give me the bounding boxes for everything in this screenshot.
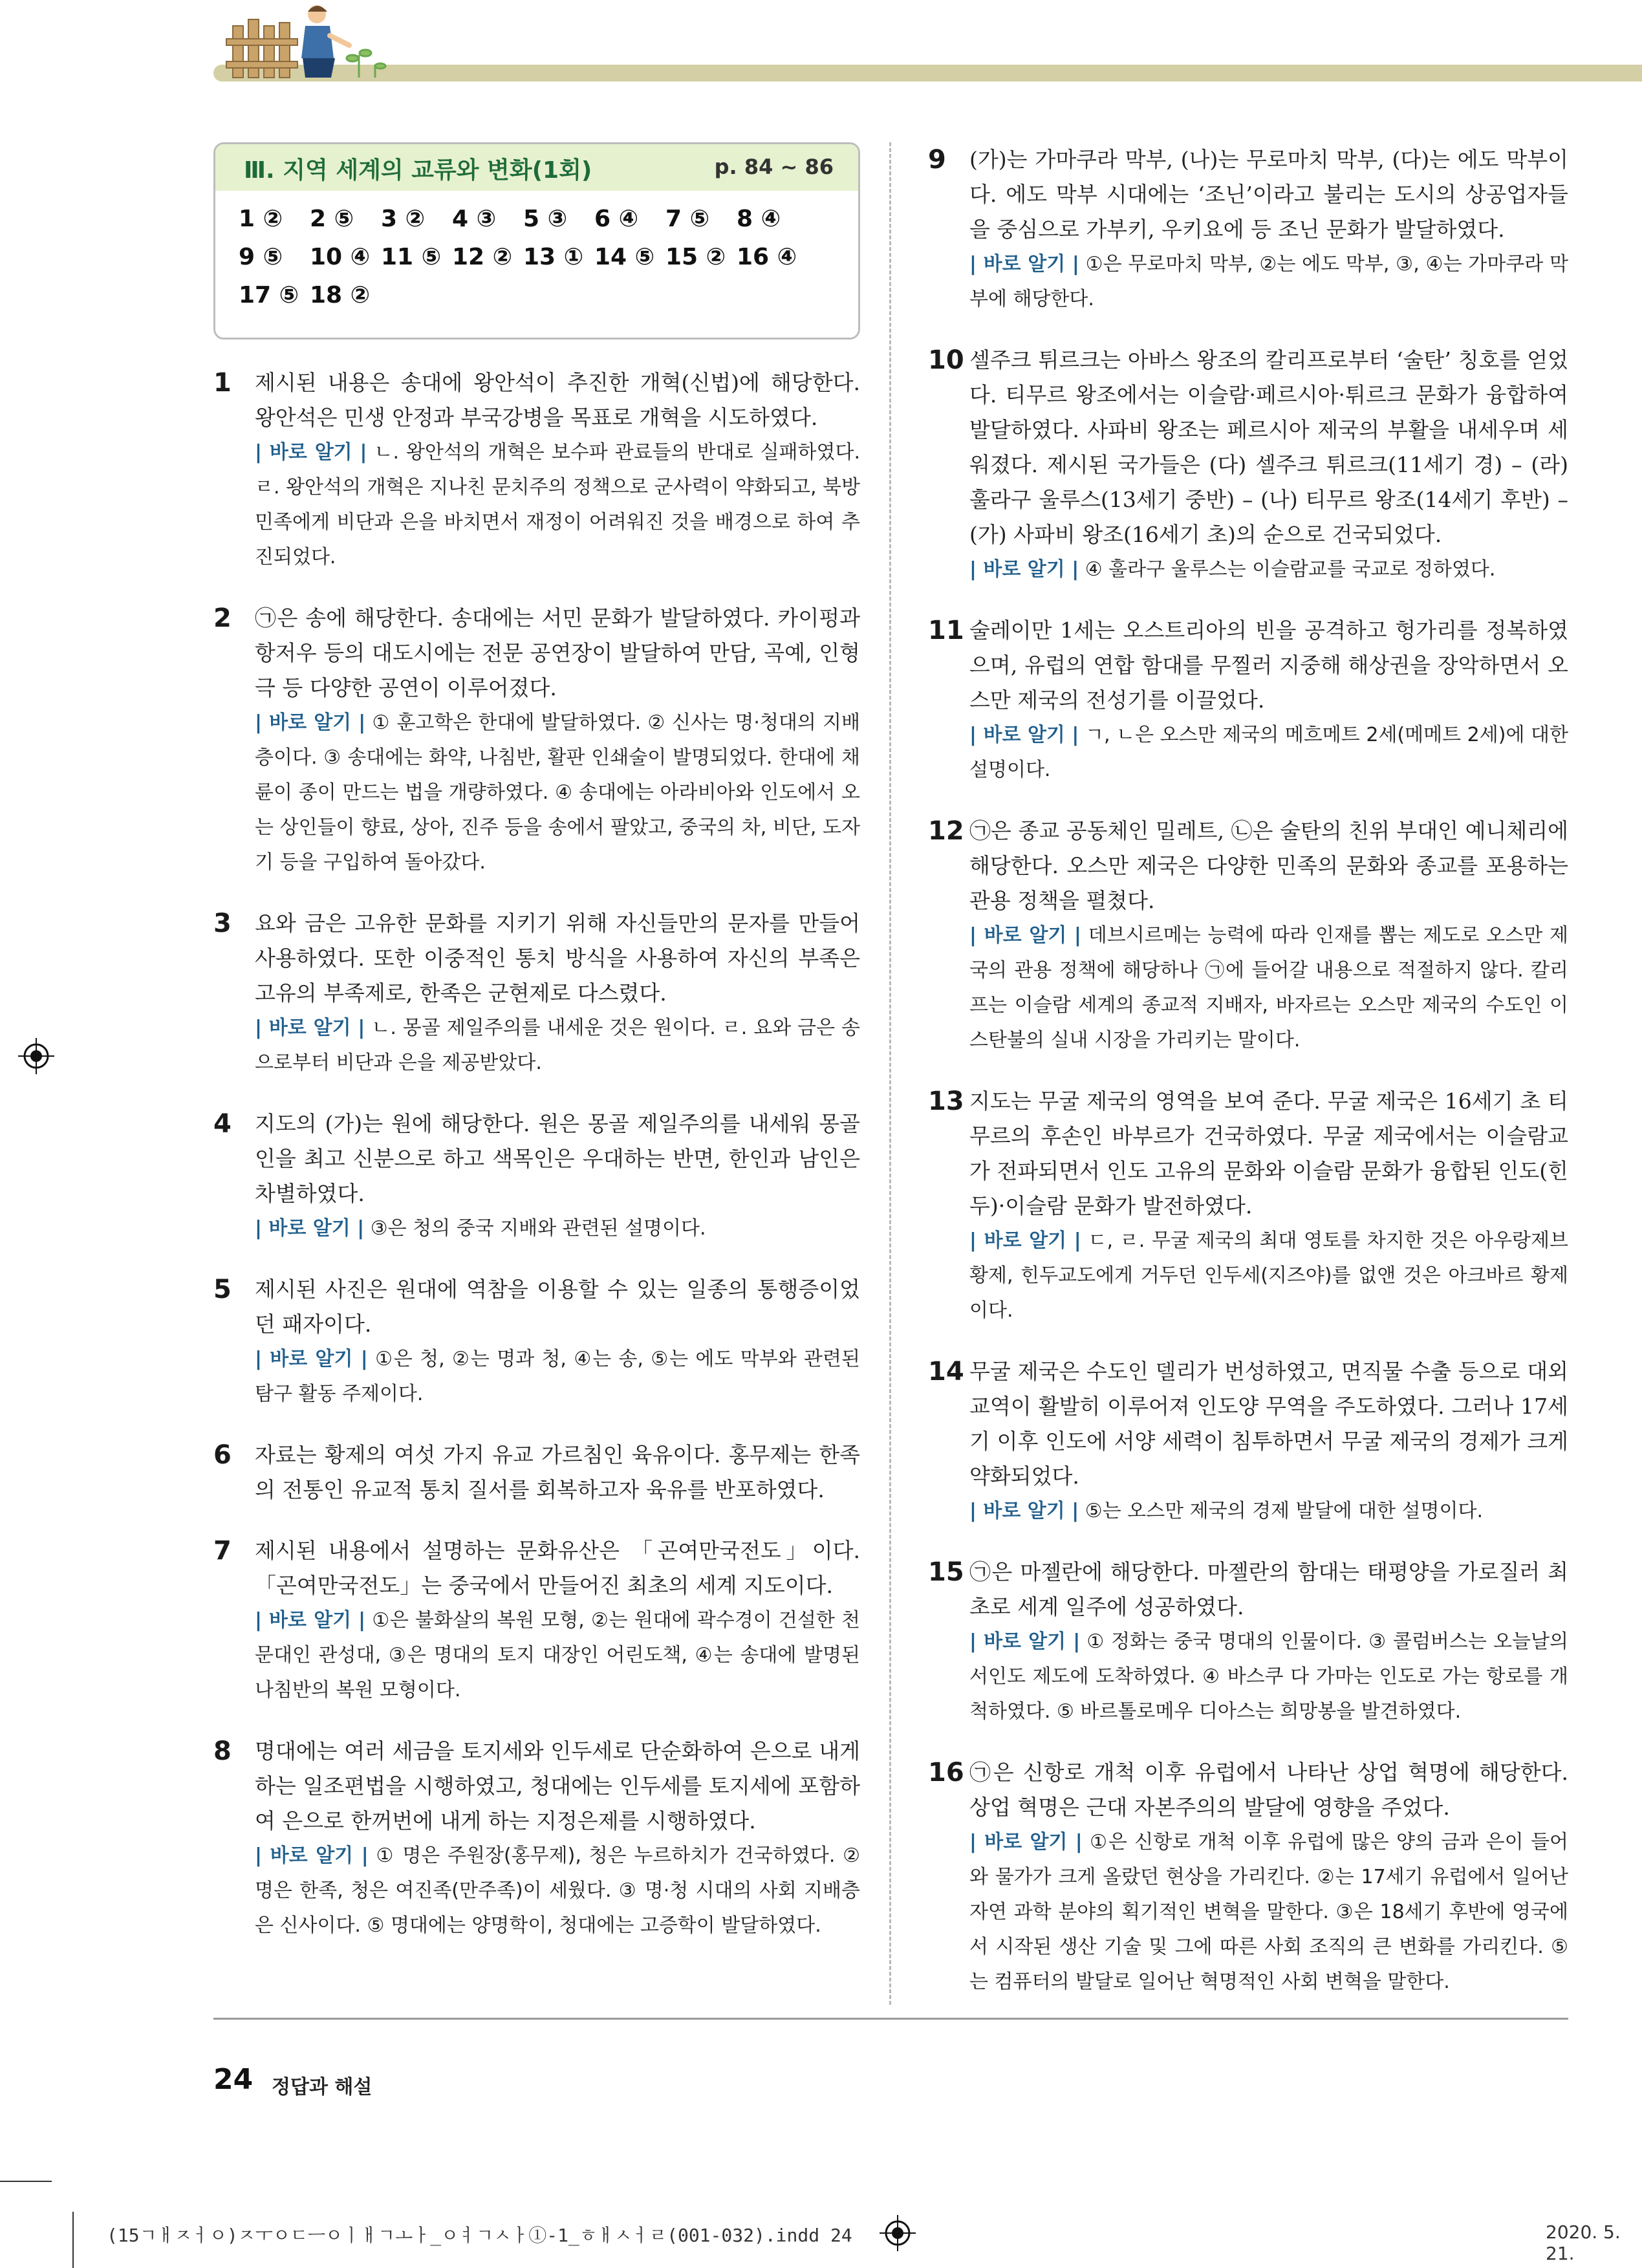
item-explanation: 지도는 무굴 제국의 영역을 보여 준다. 무굴 제국은 16세기 초 티무르의 후손인 바부르가 건국하였다. 무굴 제국에서는 이슬람교가 전파되면서 인도 고유의 문화와 이슬람 문화가 융합된 인도(힌두)·이슬람 문화가 발전하였다.: [969, 1088, 1568, 1218]
note-label: | 바로 알기 |: [255, 1017, 365, 1039]
note-text: ① 명은 주원장(홍무제), 청은 누르하치가 건국하였다. ② 명은 한족, 청은 여진족(만주족)이 세웠다. ③ 명·청 시대의 사회 지배층은 신사이다. ⑤ 명대에는 양명학이, 청대에는 고증학이 발달하였다.: [255, 1844, 860, 1937]
explanation-item: [213, 1272, 860, 1412]
note-label: | 바로 알기 |: [969, 724, 1079, 746]
item-explanation: 술레이만 1세는 오스트리아의 빈을 공격하고 헝가리를 정복하였으며, 유럽의 연합 함대를 무찔러 지중해 해상권을 장악하면서 오스만 제국의 전성기를 이끌었다.: [969, 618, 1568, 713]
item-note: [969, 552, 1568, 587]
note-label: | 바로 알기 |: [969, 1500, 1079, 1522]
explanation-item: [213, 906, 860, 1081]
item-note: [969, 718, 1568, 788]
item-number: 4: [213, 1109, 232, 1139]
item-explanation: 셀주크 튀르크는 아바스 왕조의 칼리프로부터 ‘술탄’ 칭호를 얻었다. 티무르 왕조에서는 이슬람·페르시아·튀르크 문화가 융합하여 발달하였다. 사파비 왕조는 페르시아 제국의 부활을 내세우며 세워졌다. 제시된 국가들은 (다) 셀주크 튀르크(11세기 경) – (라) 훌라구 울루스(13세기 중반) – (나) 티무르 왕조(14세기 후반) – (가) 사파비 왕조(16세기 초)의 순으로 건국되었다.: [969, 347, 1568, 547]
answer-item: 8 ④: [737, 206, 781, 232]
item-explanation: ㉠은 신항로 개척 이후 유럽에서 나타난 상업 혁명에 해당한다. 상업 혁명은 근대 자본주의의 발달에 영향을 주었다.: [969, 1760, 1568, 1820]
item-number: 13: [928, 1086, 964, 1116]
answer-item: 4 ③: [452, 206, 497, 232]
note-label: | 바로 알기 |: [969, 1229, 1081, 1252]
answer-item: 2 ⑤: [310, 206, 354, 232]
footer-rule: [213, 2018, 1568, 2020]
item-explanation: ㉠은 송에 해당한다. 송대에는 서민 문화가 발달하였다. 카이펑과 항저우 등의 대도시에는 전문 공연장이 발달하여 만담, 곡예, 인형극 등 다양한 공연이 이루어졌다.: [255, 605, 860, 700]
item-note: [969, 1494, 1568, 1529]
item-note: [969, 1224, 1568, 1328]
registration-mark-icon: [18, 1038, 54, 1074]
item-explanation: 지도의 (가)는 원에 해당한다. 원은 몽골 제일주의를 내세워 몽골인을 최고 신분으로 하고 색목인은 우대하는 반면, 한인과 남인은 차별하였다.: [255, 1111, 860, 1206]
item-explanation: 자료는 황제의 여섯 가지 유교 가르침인 육유이다. 홍무제는 한족의 전통인 유교적 통치 질서를 회복하고자 육유를 반포하였다.: [255, 1442, 860, 1502]
explanation-item: [213, 1734, 860, 1943]
item-number: 9: [928, 145, 946, 175]
note-label: | 바로 알기 |: [255, 1348, 368, 1370]
item-explanation: (가)는 가마쿠라 막부, (나)는 무로마치 막부, (다)는 에도 막부이다. 에도 막부 시대에는 ‘조닌’이라고 불리는 도시의 상공업자들을 중심으로 가부키, 우키요에 등 조닌 문화가 발달하였다.: [969, 147, 1568, 242]
item-number: 5: [213, 1275, 232, 1304]
item-number: 8: [213, 1736, 232, 1766]
explanation-item: [928, 343, 1568, 587]
item-note: [255, 1211, 860, 1246]
note-text: ①은 청, ②는 명과 청, ④는 송, ⑤는 에도 막부와 관련된 탐구 활동 주제이다.: [255, 1348, 860, 1405]
note-label: | 바로 알기 |: [969, 558, 1079, 581]
answer-item: 1 ②: [239, 206, 283, 232]
answer-item: 3 ②: [381, 206, 426, 232]
note-text: ① 훈고학은 한대에 발달하였다. ② 신사는 명·청대의 지배층이다. ③ 송대에는 화약, 나침반, 활판 인쇄술이 발명되었다. 한대에 채륜이 종이 만드는 법을 개량하였다. ④ 송대에는 아라비아와 인도에서 오는 상인들이 향료, 상아, 진주 등을 송에서 팔았고, 중국의 차, 비단, 도자기 등을 구입하여 돌아갔다.: [255, 711, 860, 874]
note-label: | 바로 알기 |: [255, 441, 367, 464]
answer-grid: [239, 206, 834, 308]
item-number: 10: [928, 345, 964, 375]
gardener-with-fence-icon: [220, 0, 388, 83]
note-label: | 바로 알기 |: [969, 924, 1081, 947]
answer-item: 5 ③: [523, 206, 568, 232]
column-divider: [889, 142, 891, 2005]
file-info: (15ㄱㅐㅈㅓㅇ)ㅈㅜㅇㄷㅡㅇㅣㅐㄱㅗㅏ_ㅇㅕㄱㅅㅏ①-1_ㅎㅐㅅㅓㄹ(001-032).indd 24: [107, 2225, 852, 2246]
page-number: 24: [213, 2063, 254, 2096]
answer-key-header: [215, 144, 858, 191]
answer-item: 10 ④: [310, 244, 371, 270]
answer-item: 16 ④: [737, 244, 797, 270]
item-note: [969, 247, 1568, 317]
note-text: ㄴ. 몽골 제일주의를 내세운 것은 원이다. ㄹ. 요와 금은 송으로부터 비단과 은을 제공받았다.: [255, 1017, 860, 1074]
explanation-item: [213, 1438, 860, 1507]
item-number: 15: [928, 1557, 964, 1587]
header-bar: [213, 65, 1642, 81]
item-number: 12: [928, 816, 964, 846]
note-label: | 바로 알기 |: [255, 1217, 365, 1240]
answer-item: 14 ⑤: [594, 244, 655, 270]
answer-item: 18 ②: [310, 282, 371, 308]
item-note: [255, 1011, 860, 1081]
note-text: ③은 청의 중국 지배와 관련된 설명이다.: [370, 1217, 706, 1240]
item-number: 3: [213, 909, 232, 938]
answer-item: 6 ④: [594, 206, 639, 232]
item-note: [255, 706, 860, 880]
registration-mark-icon: [880, 2215, 916, 2251]
crop-mark: [72, 2212, 74, 2268]
answer-item: 11 ⑤: [381, 244, 442, 270]
item-number: 7: [213, 1536, 232, 1566]
item-number: 14: [928, 1357, 964, 1387]
item-number: 2: [213, 603, 232, 633]
item-explanation: 제시된 사진은 원대에 역참을 이용할 수 있는 일종의 통행증이었던 패자이다.: [255, 1277, 860, 1337]
item-explanation: 제시된 내용은 송대에 왕안석이 추진한 개혁(신법)에 해당한다. 왕안석은 민생 안정과 부국강병을 목표로 개혁을 시도하였다.: [255, 370, 860, 430]
note-label: | 바로 알기 |: [255, 1609, 366, 1632]
left-column: [213, 365, 860, 1969]
item-explanation: ㉠은 종교 공동체인 밀레트, ㉡은 술탄의 친위 부대인 예니체리에 해당한다. 오스만 제국은 다양한 민족의 문화와 종교를 포용하는 관용 정책을 펼쳤다.: [969, 818, 1568, 913]
item-explanation: 요와 금은 고유한 문화를 지키기 위해 자신들만의 문자를 만들어 사용하였다. 또한 이중적인 통치 방식을 사용하여 자신의 부족은 고유의 부족제로, 한족은 군현제로 다스렸다.: [255, 911, 860, 1006]
item-number: 11: [928, 616, 964, 645]
note-text: ㄷ, ㄹ. 무굴 제국의 최대 영토를 차지한 것은 아우랑제브 황제, 힌두교도에게 거두던 인두세(지즈야)를 없앤 것은 아크바르 황제이다.: [969, 1229, 1568, 1322]
explanation-item: [928, 142, 1568, 317]
page-label: 정답과 해설: [272, 2076, 373, 2099]
note-text: ①은 무로마치 막부, ②는 에도 막부, ③, ④는 가마쿠라 막부에 해당한다.: [969, 253, 1568, 310]
print-date: 2020. 5. 21.: [1546, 2221, 1621, 2264]
item-note: [255, 1603, 860, 1708]
answer-item: 12 ②: [452, 244, 513, 270]
note-text: ㄴ. 왕안석의 개혁은 보수파 관료들의 반대로 실패하였다. ㄹ. 왕안석의 개혁은 지나친 문치주의 정책으로 군사력이 약화되고, 북방 민족에게 비단과 은을 바치면서 재정이 어려워진 것을 배경으로 하여 추진되었다.: [255, 441, 860, 568]
explanation-item: [928, 1755, 1568, 2000]
explanation-item: [213, 1533, 860, 1708]
note-label: | 바로 알기 |: [255, 1844, 369, 1867]
section-pages: p. 84 ~ 86: [714, 155, 834, 179]
item-note: [969, 1825, 1568, 2000]
item-note: [969, 1625, 1568, 1729]
item-note: [255, 1342, 860, 1412]
explanation-item: [928, 613, 1568, 788]
note-label: | 바로 알기 |: [969, 1630, 1081, 1653]
explanation-item: [213, 1107, 860, 1246]
item-number: 6: [213, 1440, 232, 1470]
note-label: | 바로 알기 |: [969, 1831, 1083, 1853]
explanation-item: [928, 1555, 1568, 1729]
note-text: ④ 훌라구 울루스는 이슬람교를 국교로 정하였다.: [1085, 558, 1496, 581]
crop-mark: [0, 2181, 52, 2182]
answer-item: 9 ⑤: [239, 244, 283, 270]
explanation-item: [213, 365, 860, 575]
note-text: ①은 신항로 개척 이후 유럽에 많은 양의 금과 은이 들어와 물가가 크게 올랐던 현상을 가리킨다. ②는 17세기 유럽에서 일어난 자연 과학 분야의 획기적인 변혁을 말한다. ③은 18세기 후반에 영국에서 시작된 생산 기술 및 그에 따른 사회 조직의 큰 변화를 가리킨다. ⑤는 컴퓨터의 발달로 일어난 혁명적인 사회 변혁을 말한다.: [969, 1831, 1568, 1993]
note-text: ①은 불화살의 복원 모형, ②는 원대에 곽수경이 건설한 천문대인 관성대, ③은 명대의 토지 대장인 어린도책, ④는 송대에 발명된 나침반의 복원 모형이다.: [255, 1609, 860, 1701]
answer-item: 7 ⑤: [665, 206, 710, 232]
item-note: [969, 918, 1568, 1058]
note-text: 데브시르메는 능력에 따라 인재를 뽑는 제도로 오스만 제국의 관용 정책에 해당하나 ㉠에 들어갈 내용으로 적절하지 않다. 칼리프는 이슬람 세계의 종교적 지배자, 바자르는 오스만 제국의 수도인 이스탄불의 실내 시장을 가리키는 말이다.: [969, 924, 1568, 1052]
answer-item: 15 ②: [665, 244, 726, 270]
note-label: | 바로 알기 |: [255, 711, 366, 734]
answer-item: 13 ①: [523, 244, 584, 270]
note-text: ㄱ, ㄴ은 오스만 제국의 메흐메트 2세(메메트 2세)에 대한 설명이다.: [969, 724, 1569, 781]
item-note: [255, 1839, 860, 1943]
item-explanation: 제시된 내용에서 설명하는 문화유산은 「곤여만국전도」이다. 「곤여만국전도」는 중국에서 만들어진 최초의 세계 지도이다.: [255, 1538, 860, 1598]
item-note: [255, 435, 860, 575]
right-column: [928, 142, 1568, 2025]
explanation-item: [928, 814, 1568, 1058]
item-explanation: 무굴 제국은 수도인 델리가 번성하였고, 면직물 수출 등으로 대외 교역이 활발히 이루어져 인도양 무역을 주도하였다. 그러나 17세기 이후 인도에 서양 세력이 침투하면서 무굴 제국의 경제가 크게 약화되었다.: [969, 1359, 1568, 1489]
note-label: | 바로 알기 |: [969, 253, 1079, 275]
answer-key-box: [213, 142, 860, 340]
item-explanation: ㉠은 마젤란에 해당한다. 마젤란의 함대는 태평양을 가로질러 최초로 세계 일주에 성공하였다.: [969, 1559, 1568, 1619]
item-number: 1: [213, 368, 232, 398]
explanation-item: [213, 601, 860, 880]
note-text: ① 정화는 중국 명대의 인물이다. ③ 콜럼버스는 오늘날의 서인도 제도에 도착하였다. ④ 바스쿠 다 가마는 인도로 가는 항로를 개척하였다. ⑤ 바르톨로메우 디아스는 희망봉을 발견하였다.: [969, 1630, 1568, 1723]
answer-item: 17 ⑤: [239, 282, 299, 308]
explanation-item: [928, 1354, 1568, 1529]
item-explanation: 명대에는 여러 세금을 토지세와 인두세로 단순화하여 은으로 내게 하는 일조편법을 시행하였고, 청대에는 인두세를 토지세에 포함하여 은으로 한꺼번에 내게 하는 지정은제를 시행하였다.: [255, 1738, 860, 1833]
section-title: Ⅲ. 지역 세계의 교류와 변화(1회): [244, 157, 592, 184]
note-text: ⑤는 오스만 제국의 경제 발달에 대한 설명이다.: [1085, 1500, 1484, 1522]
item-number: 16: [928, 1758, 964, 1787]
explanation-item: [928, 1084, 1568, 1328]
